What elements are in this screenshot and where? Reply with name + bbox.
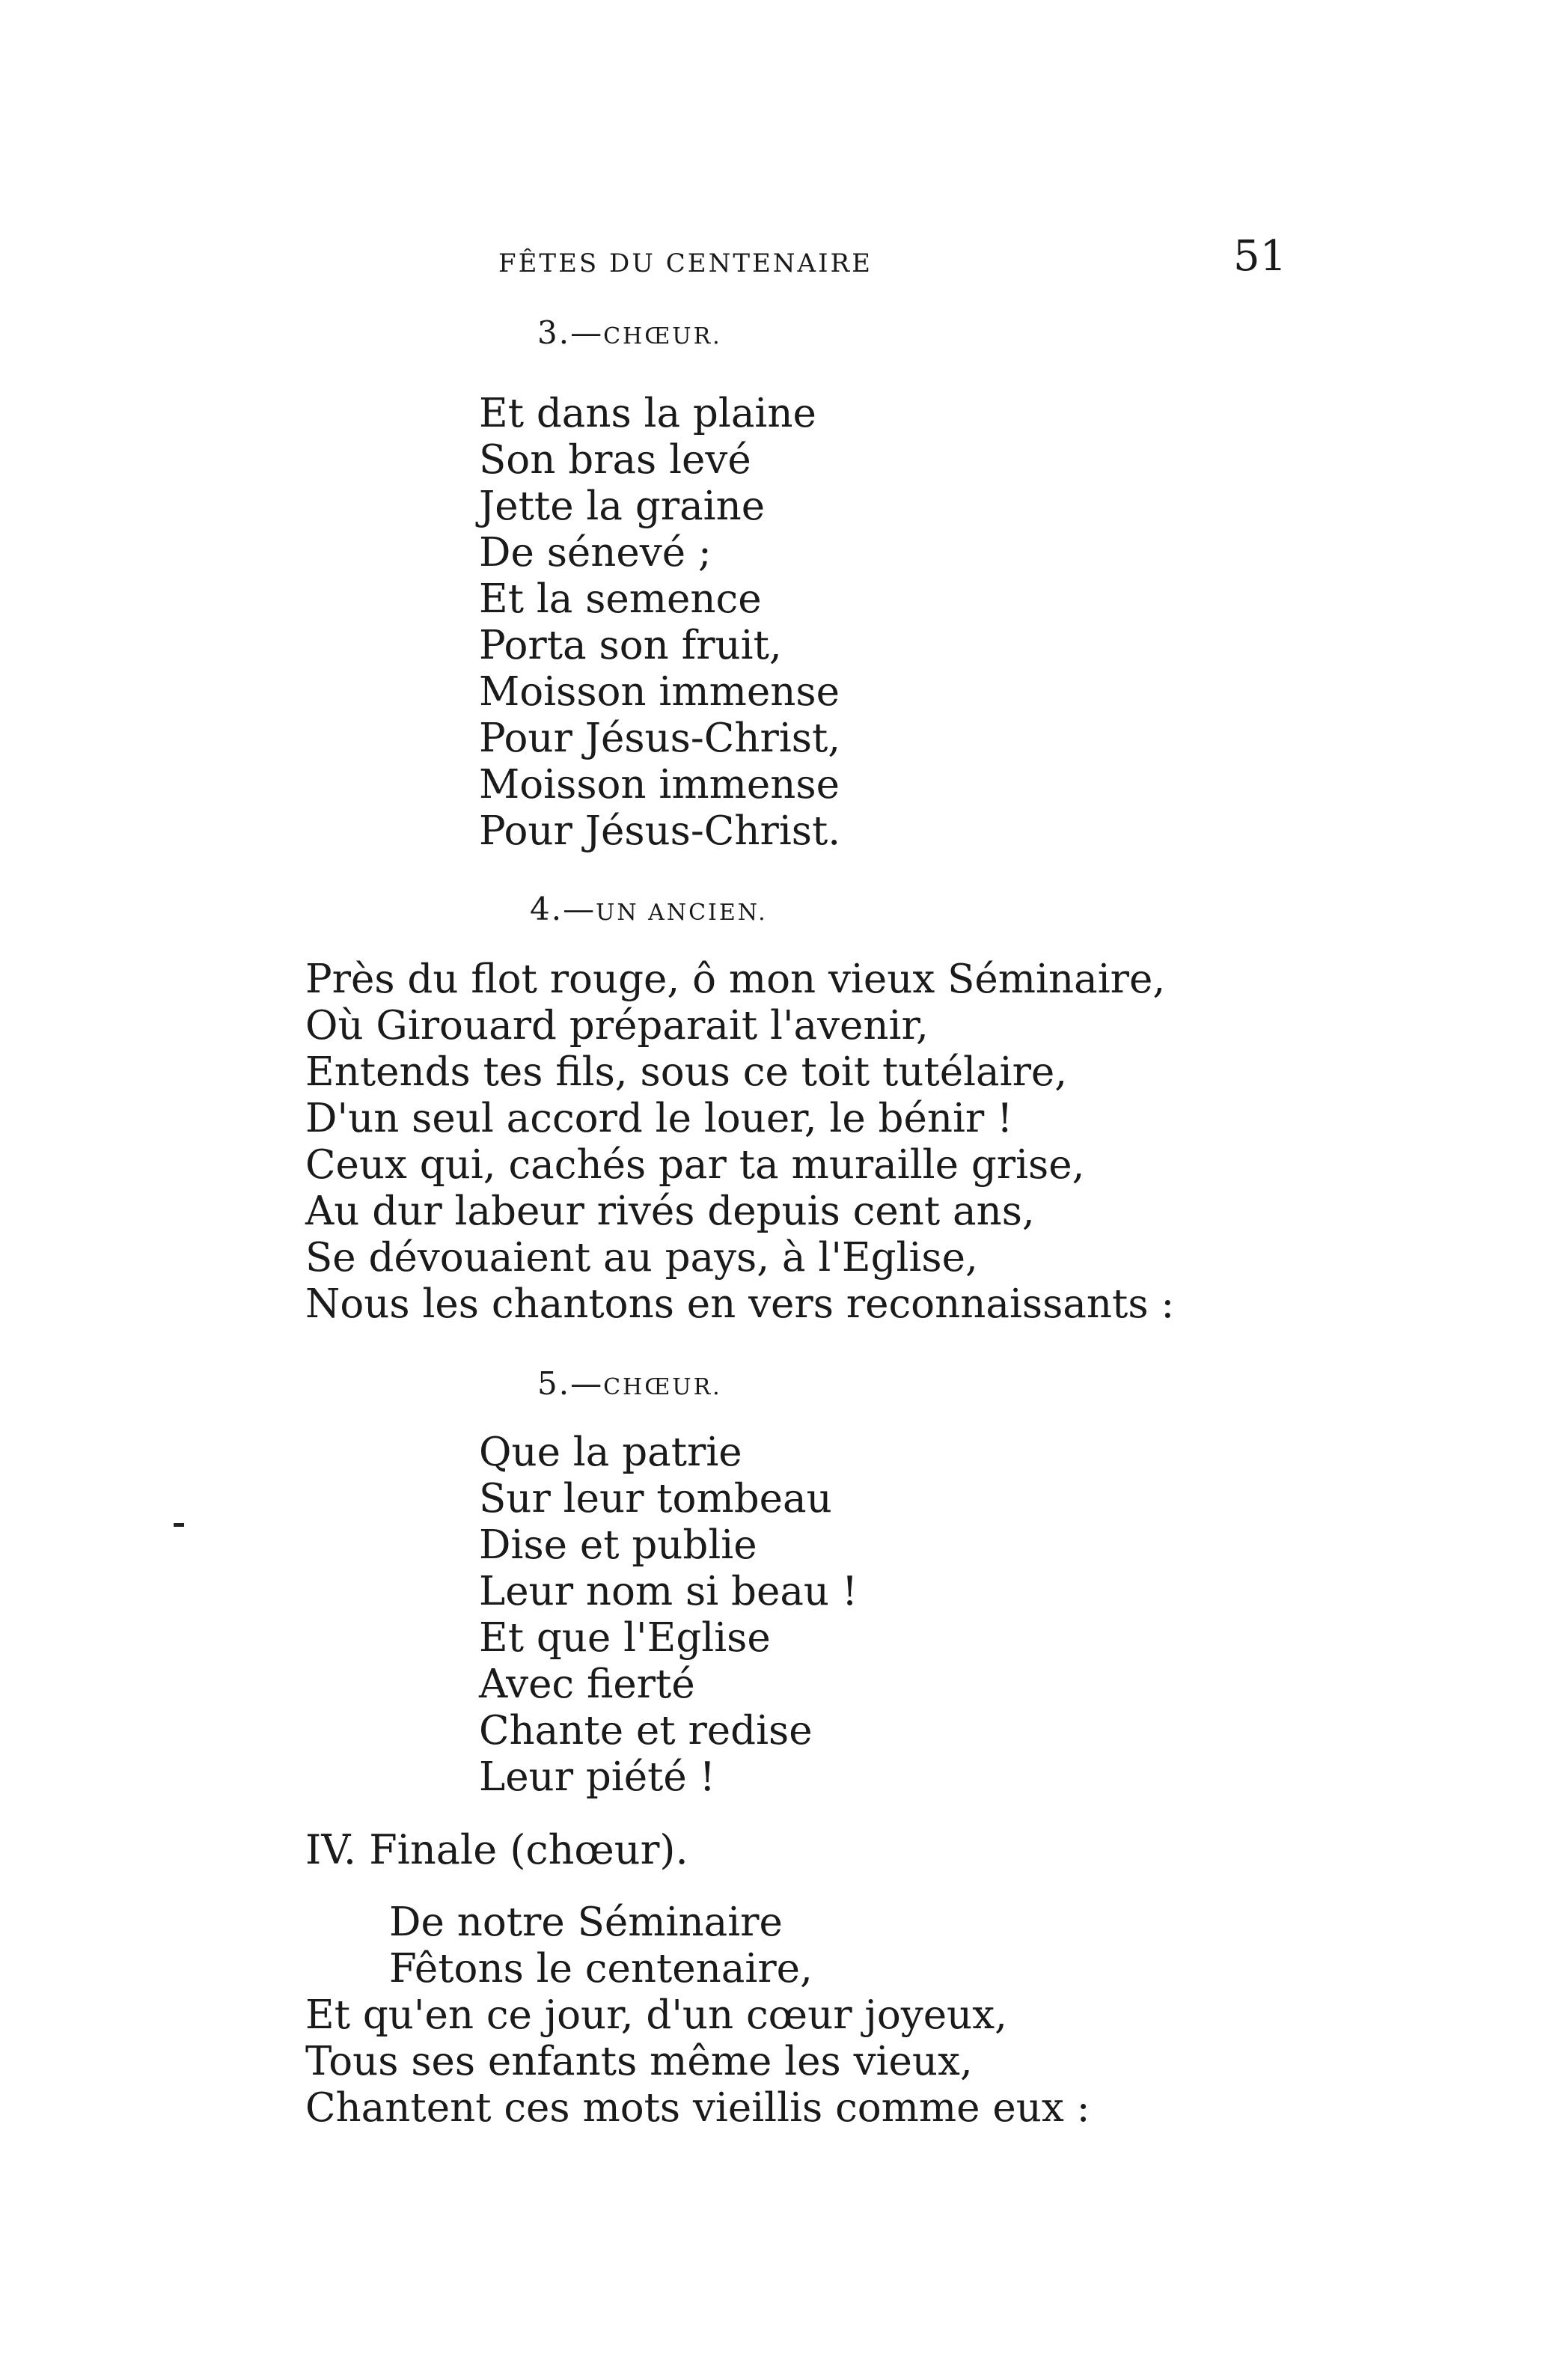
verse-line: Avec fierté <box>479 1662 695 1707</box>
section-3-speaker: CHŒUR. <box>603 323 722 350</box>
verse-line: Et dans la plaine <box>479 391 816 436</box>
verse-line: Fêtons le centenaire, <box>389 1946 813 1992</box>
section-3-number: 3.— <box>537 314 604 351</box>
verse-line: Son bras levé <box>479 437 751 483</box>
verse-line: Entends tes fils, sous ce toit tutélaire, <box>305 1049 1068 1095</box>
verse-line: Porta son fruit, <box>479 623 782 668</box>
section-5-verse <box>479 1429 858 1801</box>
print-speck <box>174 1523 184 1527</box>
verse-line: Et que l'Eglise <box>479 1615 771 1661</box>
running-title: FÊTES DU CENTENAIRE <box>498 248 873 278</box>
finale-verse <box>305 1900 1090 2132</box>
verse-line: De sénevé ; <box>479 530 712 576</box>
verse-line: De notre Séminaire <box>389 1900 783 1945</box>
section-3-heading <box>537 314 722 351</box>
verse-line: Chante et redise <box>479 1708 813 1754</box>
verse-line: Tous ses enfants même les vieux, <box>305 2039 973 2084</box>
verse-line: Leur piété ! <box>479 1754 715 1800</box>
verse-line: Que la patrie <box>479 1429 742 1475</box>
section-5-heading <box>537 1365 722 1402</box>
section-4-speaker: UN ANCIEN. <box>596 900 768 926</box>
verse-line: Au dur labeur rivés depuis cent ans, <box>305 1189 1035 1234</box>
verse-line: Où Girouard préparait l'avenir, <box>305 1003 929 1049</box>
verse-line: Et qu'en ce jour, d'un cœur joyeux, <box>305 1992 1007 2038</box>
section-4-heading <box>530 891 768 927</box>
verse-line: Pour Jésus-Christ, <box>479 715 841 761</box>
verse-line: Chantent ces mots vieillis comme eux : <box>305 2085 1090 2131</box>
verse-line: Et la semence <box>479 576 762 622</box>
page-number: 51 <box>1233 232 1287 281</box>
verse-line: Jette la graine <box>479 483 766 529</box>
verse-line: Moisson immense <box>479 762 840 808</box>
verse-line: Sur leur tombeau <box>479 1476 832 1522</box>
verse-line: Dise et publie <box>479 1522 757 1568</box>
verse-line: Ceux qui, cachés par ta muraille grise, <box>305 1142 1085 1188</box>
verse-line: Pour Jésus-Christ. <box>479 808 841 854</box>
section-5-speaker: CHŒUR. <box>603 1374 722 1400</box>
verse-line: Moisson immense <box>479 669 840 715</box>
section-4-verse <box>305 956 1174 1328</box>
section-5-number: 5.— <box>537 1365 604 1402</box>
verse-line: Près du flot rouge, ô mon vieux Séminaire, <box>305 956 1166 1002</box>
verse-line: Nous les chantons en vers reconnaissants : <box>305 1281 1175 1327</box>
section-4-number: 4.— <box>530 891 596 927</box>
verse-line: Leur nom si beau ! <box>479 1569 858 1614</box>
verse-line: D'un seul accord le louer, le bénir ! <box>305 1096 1013 1141</box>
section-3-verse <box>479 391 840 855</box>
finale-title: IV. Finale (chœur). <box>305 1826 688 1873</box>
verse-line: Se dévouaient au pays, à l'Eglise, <box>305 1235 978 1281</box>
